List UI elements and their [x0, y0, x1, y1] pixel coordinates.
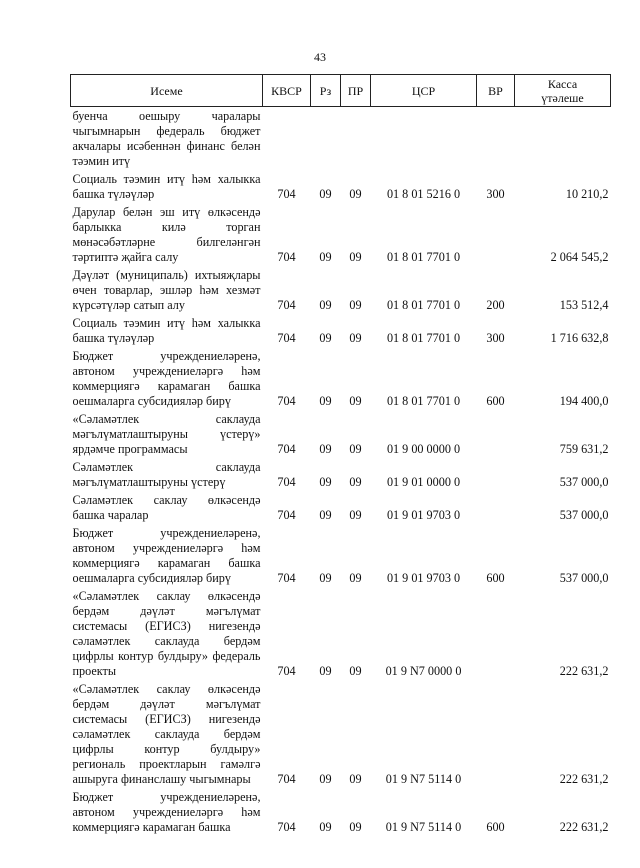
table-row	[71, 788, 611, 836]
cell-vr	[477, 410, 515, 458]
cell-kvsr: 704	[277, 772, 296, 786]
cell-name: буенча оешыру чаралары чыгымнарын федераль бюджет акчалары исәбеннән финанс белән тәэмин итү	[72, 109, 261, 168]
cell-rz: 09	[319, 772, 332, 786]
cell-vr	[477, 107, 515, 171]
cell-pr: 09	[349, 442, 362, 456]
cell-name: «Сәламәтлек саклау өлкәсендә бердәм дәүләт мәгълүмат системасы (ЕГИСЗ) нигезендә сәламәтлек саклауда бердәм цифрлы контур булдыру» федераль проекты	[72, 589, 261, 678]
table-row	[71, 680, 611, 788]
cell-kvsr: 704	[277, 571, 296, 585]
cell-csr: 01 8 01 7701 0	[386, 331, 461, 345]
cell-vr: 600	[486, 394, 505, 408]
cell-rz: 09	[319, 187, 332, 201]
table-row	[71, 266, 611, 314]
cell-pr: 09	[349, 664, 362, 678]
cell-vr	[477, 587, 515, 680]
cell-kvsr: 704	[277, 331, 296, 345]
budget-table	[70, 74, 611, 836]
cell-rz: 09	[319, 664, 332, 678]
table-row	[71, 410, 611, 458]
cell-pr: 09	[349, 394, 362, 408]
cell-csr: 01 9 01 9703 0	[386, 571, 461, 585]
cell-amount: 537 000,0	[559, 571, 609, 585]
header-name: Исеме	[71, 75, 263, 107]
cell-kvsr	[263, 107, 311, 171]
cell-csr: 01 8 01 5216 0	[386, 187, 461, 201]
cell-pr: 09	[349, 298, 362, 312]
header-kassa-line2: үтәлеше	[541, 90, 584, 105]
table-row	[71, 203, 611, 266]
cell-rz: 09	[319, 475, 332, 489]
cell-csr: 01 9 N7 5114 0	[385, 820, 462, 834]
cell-kvsr: 704	[277, 298, 296, 312]
cell-vr	[477, 458, 515, 491]
cell-rz: 09	[319, 394, 332, 408]
cell-csr: 01 9 00 0000 0	[386, 442, 461, 456]
cell-name: Бюджет учреждениеләренә, автоном учреждениеләргә һәм коммерциягә карамаган башка оешмаларга субсидияләр бирү	[72, 526, 261, 585]
table-row	[71, 587, 611, 680]
header-kassa	[515, 75, 611, 107]
table-row	[71, 170, 611, 203]
cell-amount: 222 631,2	[559, 820, 609, 834]
cell-amount: 2 064 545,2	[550, 250, 609, 264]
cell-vr: 200	[486, 298, 505, 312]
cell-pr: 09	[349, 331, 362, 345]
cell-amount: 10 210,2	[565, 187, 609, 201]
cell-amount: 537 000,0	[559, 475, 609, 489]
cell-pr: 09	[349, 475, 362, 489]
cell-kvsr: 704	[277, 475, 296, 489]
header-vr: ВР	[477, 75, 515, 107]
cell-name: Социаль тәэмин итү һәм халыкка башка түләүләр	[72, 316, 261, 345]
header-pr: ПР	[341, 75, 371, 107]
table-row	[71, 107, 611, 171]
header-kvsr: КВСР	[263, 75, 311, 107]
cell-kvsr: 704	[277, 664, 296, 678]
cell-pr: 09	[349, 508, 362, 522]
cell-csr: 01 8 01 7701 0	[386, 298, 461, 312]
cell-csr	[371, 107, 477, 171]
cell-amount: 222 631,2	[559, 664, 609, 678]
cell-name: Сәламәтлек саклауда мәгълүматлаштыруны үстерү	[72, 460, 261, 489]
header-csr: ЦСР	[371, 75, 477, 107]
table-row	[71, 491, 611, 524]
cell-csr: 01 8 01 7701 0	[386, 250, 461, 264]
page-number: 43	[314, 50, 326, 64]
header-rz: Рз	[311, 75, 341, 107]
cell-amount	[515, 107, 611, 171]
cell-vr	[477, 203, 515, 266]
cell-csr: 01 8 01 7701 0	[386, 394, 461, 408]
cell-kvsr: 704	[277, 442, 296, 456]
cell-kvsr: 704	[277, 820, 296, 834]
table-body	[71, 107, 611, 837]
cell-pr: 09	[349, 571, 362, 585]
cell-csr: 01 9 01 0000 0	[386, 475, 461, 489]
cell-vr: 300	[486, 187, 505, 201]
cell-vr: 300	[486, 331, 505, 345]
cell-name: Дәүләт (муниципаль) ихтыяҗлары өчен товарлар, эшләр һәм хезмәт күрсәтүләр сатып алу	[72, 268, 261, 312]
cell-amount: 222 631,2	[559, 772, 609, 786]
cell-pr: 09	[349, 820, 362, 834]
cell-kvsr: 704	[277, 394, 296, 408]
cell-amount: 759 631,2	[559, 442, 609, 456]
cell-name: «Сәламәтлек саклауда мәгълүматлаштыруны үстерү» ярдәмче программасы	[72, 412, 261, 456]
cell-pr: 09	[349, 772, 362, 786]
table-header-row	[71, 75, 611, 107]
cell-rz: 09	[319, 571, 332, 585]
cell-amount: 153 512,4	[559, 298, 609, 312]
cell-vr	[477, 680, 515, 788]
cell-pr	[341, 107, 371, 171]
cell-name: Бюджет учреждениеләренә, автоном учреждениеләргә һәм коммерциягә карамаган башка оешмаларга субсидияләр бирү	[72, 349, 261, 408]
cell-amount: 194 400,0	[559, 394, 609, 408]
header-kassa-line1: Касса	[547, 76, 578, 91]
cell-kvsr: 704	[277, 187, 296, 201]
table-row	[71, 524, 611, 587]
cell-name: «Сәламәтлек саклау өлкәсендә бердәм дәүләт мәгълүмат системасы (ЕГИСЗ) нигезендә сәламәтлек саклауда бердәм цифрлы контур булдыру» региональ проектларын гамәлгә ашыруга финанслашу чыгымнары	[72, 682, 261, 786]
cell-amount: 537 000,0	[559, 508, 609, 522]
cell-csr: 01 9 N7 0000 0	[385, 664, 462, 678]
cell-kvsr: 704	[277, 508, 296, 522]
cell-amount: 1 716 632,8	[550, 331, 609, 345]
cell-rz: 09	[319, 298, 332, 312]
cell-rz	[311, 107, 341, 171]
cell-name: Социаль тәэмин итү һәм халыкка башка түләүләр	[72, 172, 261, 201]
cell-vr: 600	[486, 571, 505, 585]
cell-csr: 01 9 01 9703 0	[386, 508, 461, 522]
cell-name: Сәламәтлек саклау өлкәсендә башка чаралар	[72, 493, 261, 522]
cell-vr	[477, 491, 515, 524]
cell-rz: 09	[319, 820, 332, 834]
table-row	[71, 347, 611, 410]
cell-name: Бюджет учреждениеләренә, автоном учреждениеләргә һәм коммерциягә карамаган башка	[72, 790, 261, 834]
cell-pr: 09	[349, 187, 362, 201]
cell-vr: 600	[486, 820, 505, 834]
cell-rz: 09	[319, 442, 332, 456]
cell-rz: 09	[319, 250, 332, 264]
table-row	[71, 458, 611, 491]
cell-name: Дарулар белән эш итү өлкәсендә барлыкка килә торган мөнәсәбәтләрне билгеләнгән тәртиптә җайга салу	[72, 205, 261, 264]
cell-kvsr: 704	[277, 250, 296, 264]
cell-rz: 09	[319, 331, 332, 345]
table-row	[71, 314, 611, 347]
cell-pr: 09	[349, 250, 362, 264]
cell-rz: 09	[319, 508, 332, 522]
cell-csr: 01 9 N7 5114 0	[385, 772, 462, 786]
